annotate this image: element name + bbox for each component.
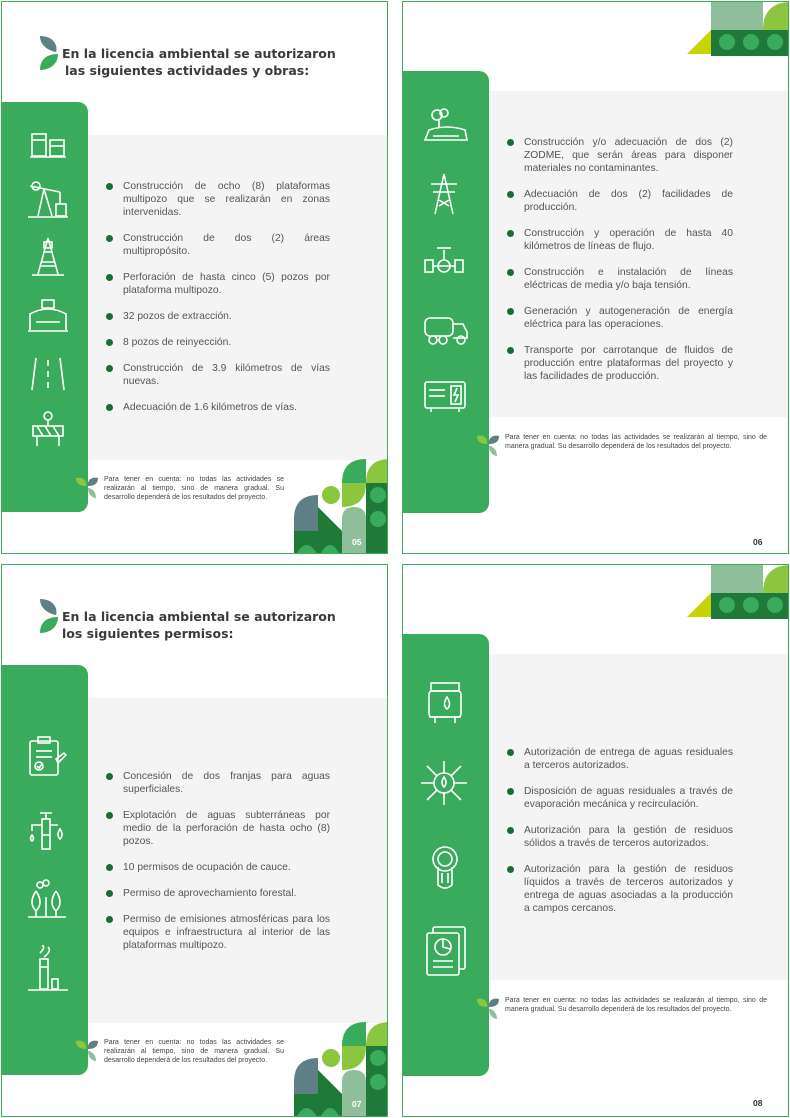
page-number: 07 [352, 1099, 362, 1109]
disclaimer-note: Para tener en cuenta: no todas las actividades se realizarán al tiempo, sino de manera gradual. Su desarrollo dependerá de los resultados del proyecto. [505, 434, 767, 451]
page-title: En la licencia ambiental se autorizaron los siguientes permisos: [62, 609, 336, 641]
leaf-logo [38, 597, 60, 640]
corner-pattern [687, 565, 789, 624]
leaf-icon [74, 474, 100, 505]
wastewater-pipe-icon [425, 845, 465, 893]
water-faucet-icon [28, 805, 68, 851]
page-title: En la licencia ambiental se autorizaron las siguientes actividades y obras: [62, 46, 336, 78]
disclaimer-note: Para tener en cuenta: no todas las actividades se realizarán al tiempo, sino de manera gradual. Su desarrollo dependerá de los resultados del proyecto. [505, 997, 767, 1014]
page-07 [1, 564, 388, 1117]
list-item: Autorización para la gestión de residuos líquidos a través de terceros autorizados y entrega de aguas asociadas a la producción a campos cercanos. [507, 863, 733, 915]
leaf-icon [475, 432, 501, 463]
power-tower-icon [427, 172, 461, 216]
leaf-icon [475, 995, 501, 1026]
list-item: Permiso de emisiones atmosféricas para los equipos e infraestructura al interior de las plataformas multipozo. [106, 913, 330, 952]
generator-icon [423, 378, 467, 414]
forest-icon [26, 879, 68, 919]
list-item: Explotación de aguas subterráneas por medio de la perforación de hasta ocho (8) pozos. [106, 809, 330, 848]
page-05 [1, 1, 388, 554]
road-work-barrier-icon [29, 410, 67, 450]
list-item: Concesión de dos franjas para aguas superficiales. [106, 770, 330, 796]
list-item: Transporte por carrotanque de fluidos de producción entre plataformas del proyecto y las facilidades de producción. [507, 344, 733, 383]
list-item: Autorización para la gestión de residuos sólidos a través de terceros autorizados. [507, 824, 733, 850]
corner-pattern [687, 2, 789, 61]
road-icon [30, 356, 66, 392]
authorization-list [507, 746, 733, 928]
tanker-truck-icon [423, 314, 469, 346]
list-item: 32 pozos de extracción. [106, 310, 330, 323]
list-item: Autorización de entrega de aguas residuales a terceros autorizados. [507, 746, 733, 772]
page-number: 08 [753, 1098, 763, 1108]
drilling-rig-icon [30, 236, 66, 278]
list-item: 10 permisos de ocupación de cauce. [106, 861, 330, 874]
page-number: 06 [753, 537, 763, 547]
disclaimer-note: Para tener en cuenta: no todas las actividades se realizarán al tiempo, sino de manera gradual. Su desarrollo dependerá de los resultados del proyecto. [104, 476, 284, 502]
permit-document-icon [26, 735, 68, 779]
list-item: Construcción y operación de hasta 40 kilómetros de líneas de flujo. [507, 227, 733, 253]
page-08 [402, 564, 789, 1117]
list-item: Construcción de ocho (8) plataformas multipozo que se realizarán en zonas intervenidas. [106, 180, 330, 219]
activity-list [507, 136, 733, 396]
water-tank-icon [425, 681, 465, 725]
list-item: Disposición de aguas residuales a través de evaporación mecánica y recirculación. [507, 785, 733, 811]
pump-jack-icon [26, 178, 70, 220]
landfill-icon [423, 106, 469, 144]
page-number: 05 [352, 537, 362, 547]
list-item: Construcción de dos (2) áreas multipropósito. [106, 232, 330, 258]
permit-list [106, 770, 330, 965]
list-item: Generación y autogeneración de energía eléctrica para las operaciones. [507, 305, 733, 331]
list-item: 8 pozos de reinyección. [106, 336, 330, 349]
list-item: Adecuación de dos (2) facilidades de producción. [507, 188, 733, 214]
disclaimer-note: Para tener en cuenta: no todas las actividades se realizarán al tiempo, sino de manera gradual. Su desarrollo dependerá de los resultados del proyecto. [104, 1039, 284, 1065]
report-document-icon [425, 925, 467, 977]
list-item: Construcción e instalación de líneas eléctricas de media y/o baja tensión. [507, 266, 733, 292]
list-item: Perforación de hasta cinco (5) pozos por plataforma multipozo. [106, 271, 330, 297]
wellhead-platform-icon [26, 296, 70, 336]
activity-list [106, 180, 330, 427]
water-distribution-icon [419, 759, 469, 807]
list-item: Construcción y/o adecuación de dos (2) ZODME, que serán áreas para disponer materiales no contaminantes. [507, 136, 733, 175]
list-item: Adecuación de 1.6 kilómetros de vías. [106, 401, 330, 414]
storage-tanks-icon [28, 128, 68, 160]
chimney-emissions-icon [26, 945, 70, 993]
corner-pattern [294, 459, 388, 554]
page-06 [402, 1, 789, 554]
pipeline-valve-icon [423, 240, 465, 278]
list-item: Construcción de 3.9 kilómetros de vías nuevas. [106, 362, 330, 388]
leaf-logo [38, 34, 60, 77]
corner-pattern [294, 1022, 388, 1117]
leaf-icon [74, 1037, 100, 1068]
list-item: Permiso de aprovechamiento forestal. [106, 887, 330, 900]
icon-sidebar [2, 665, 88, 1075]
